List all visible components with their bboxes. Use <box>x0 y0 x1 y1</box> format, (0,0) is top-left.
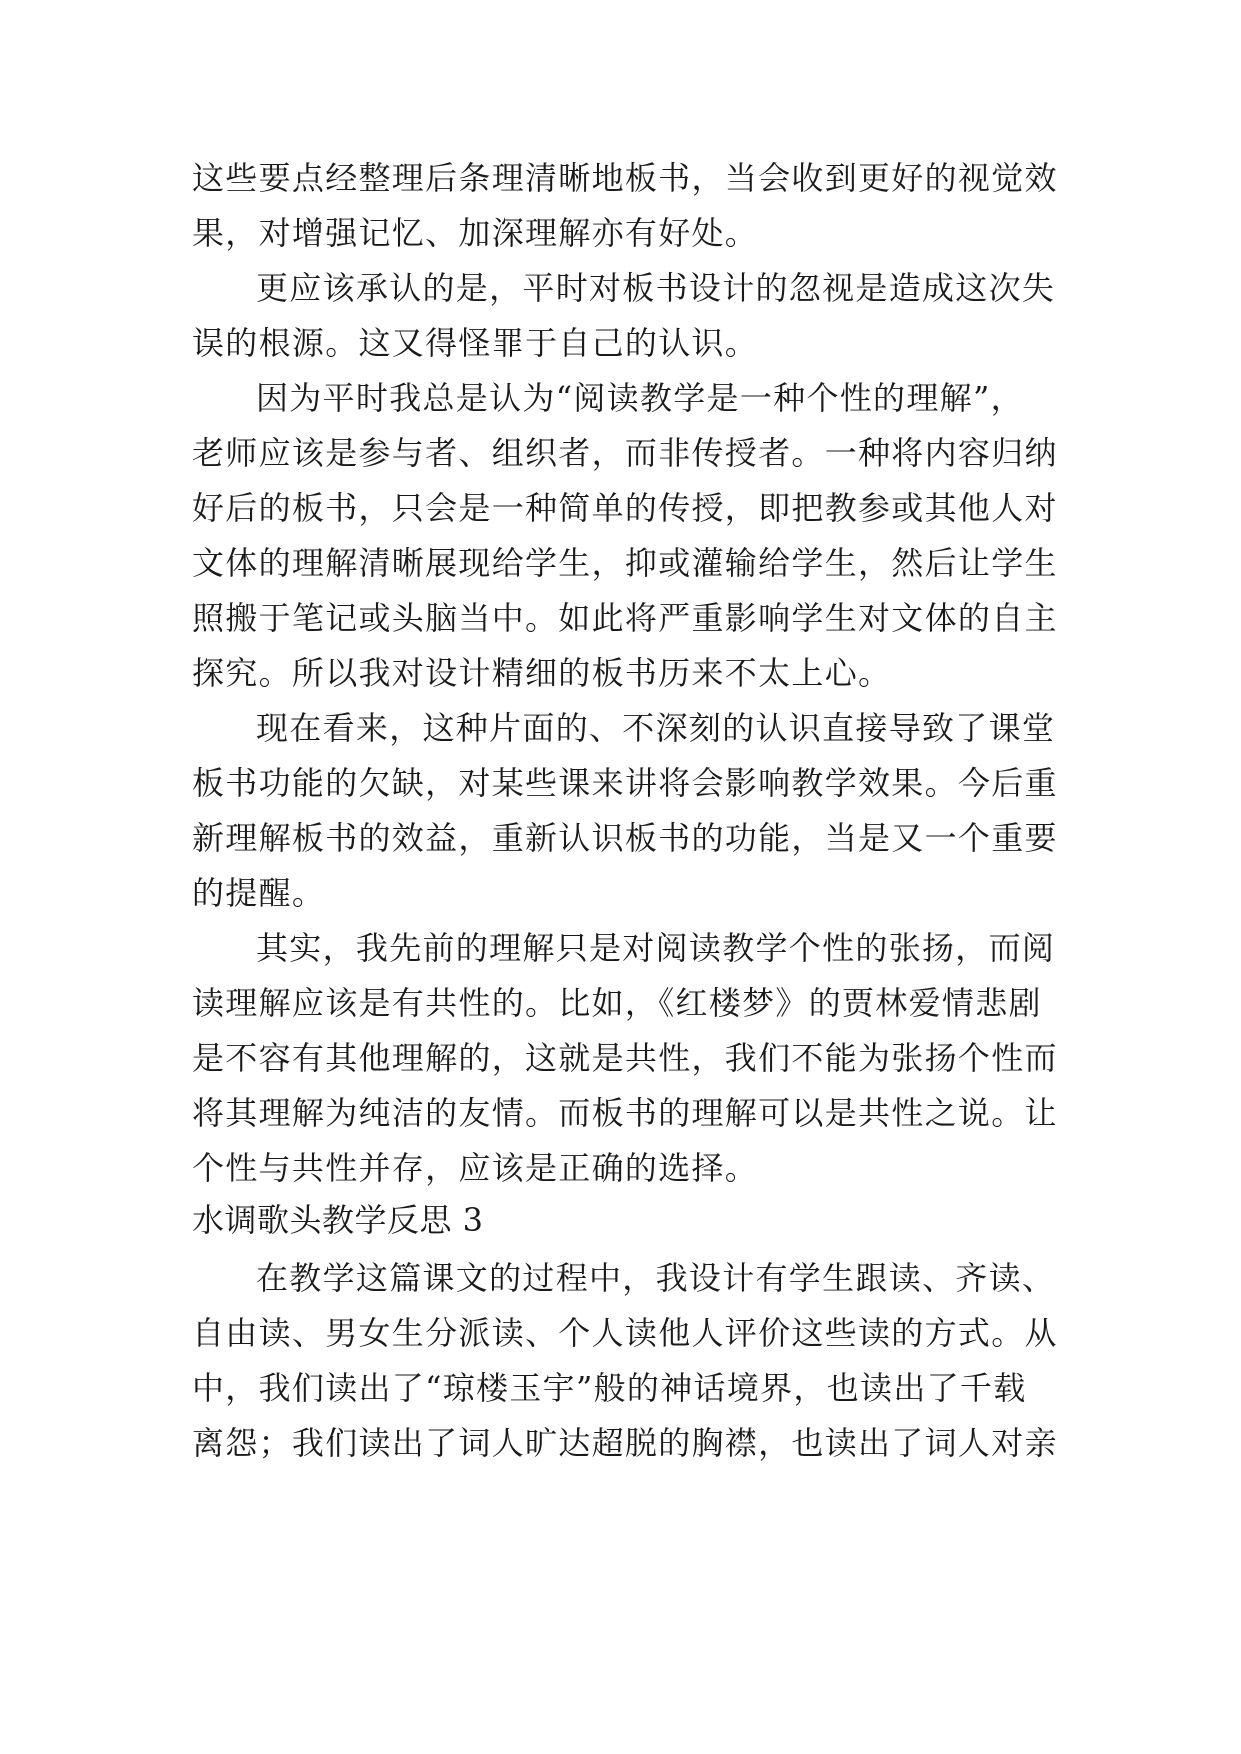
text-line: 这些要点经整理后条理清晰地板书，当会收到更好的视觉效 <box>192 159 1058 197</box>
text-line: 的提醒。 <box>192 874 326 912</box>
text-line: 离怨；我们读出了词人旷达超脱的胸襟，也读出了词人对亲 <box>192 1424 1058 1462</box>
text-line: 探究。所以我对设计精细的板书历来不太上心。 <box>192 654 892 692</box>
text-line: 果，对增强记忆、加深理解亦有好处。 <box>192 214 759 252</box>
text-line: 新理解板书的效益，重新认识板书的功能，当是又一个重要 <box>192 819 1058 857</box>
paragraph-start: 更应该承认的是，平时对板书设计的忽视是造成这次失 <box>256 269 1056 307</box>
text-line: 将其理解为纯洁的友情。而板书的理解可以是共性之说。让 <box>192 1094 1058 1132</box>
paragraph-start: 其实，我先前的理解只是对阅读教学个性的张扬，而阅 <box>256 929 1056 967</box>
text-line: 好后的板书，只会是一种简单的传授，即把教参或其他人对 <box>192 489 1058 527</box>
section-heading: 水调歌头教学反思 3 <box>192 1201 484 1239</box>
text-line: 自由读、男女生分派读、个人读他人评价这些读的方式。从 <box>192 1314 1058 1352</box>
text-line: 板书功能的欠缺，对某些课来讲将会影响教学效果。今后重 <box>192 764 1058 802</box>
text-line: 个性与共性并存，应该是正确的选择。 <box>192 1149 759 1187</box>
paragraph-start: 现在看来，这种片面的、不深刻的认识直接导致了课堂 <box>256 709 1056 747</box>
text-line: 是不容有其他理解的，这就是共性，我们不能为张扬个性而 <box>192 1039 1058 1077</box>
paragraph-start: 因为平时我总是认为“阅读教学是一种个性的理解”， <box>256 379 1024 417</box>
text-line: 照搬于笔记或头脑当中。如此将严重影响学生对文体的自主 <box>192 599 1058 637</box>
text-line: 读理解应该是有共性的。比如，《红楼梦》的贾林爱情悲剧 <box>192 984 1042 1022</box>
text-line: 文体的理解清晰展现给学生，抑或灌输给学生，然后让学生 <box>192 544 1058 582</box>
paragraph-start: 在教学这篇课文的过程中，我设计有学生跟读、齐读、 <box>256 1259 1056 1297</box>
text-line: 老师应该是参与者、组织者，而非传授者。一种将内容归纳 <box>192 434 1058 472</box>
text-line: 误的根源。这又得怪罪于自己的认识。 <box>192 324 759 362</box>
text-line: 中，我们读出了“琼楼玉宇”般的神话境界，也读出了千载 <box>192 1369 1027 1407</box>
